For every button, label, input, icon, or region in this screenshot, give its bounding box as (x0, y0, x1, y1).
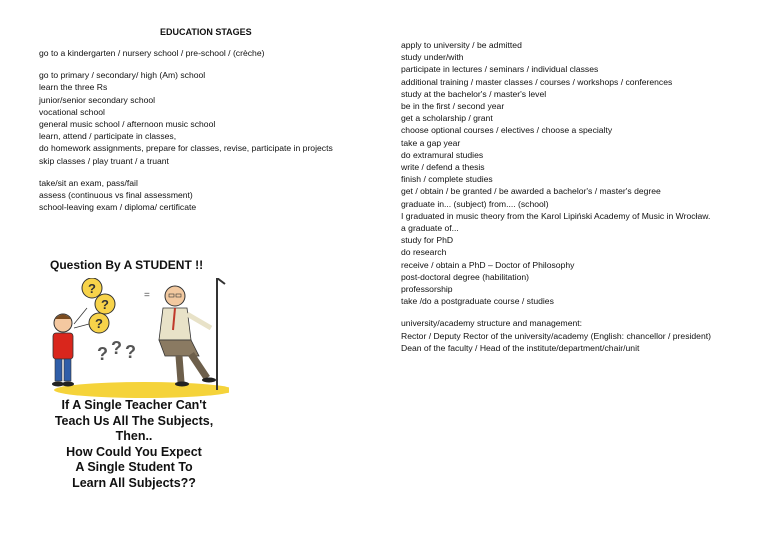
text-line: write / defend a thesis (401, 162, 485, 173)
text-line: study under/with (401, 52, 464, 63)
text-line: post-doctoral degree (habilitation) (401, 271, 530, 282)
svg-text:=: = (144, 290, 150, 301)
caption-line: Learn All Subjects?? (72, 475, 196, 490)
text-line: assess (continuous vs final assessment) (39, 190, 193, 201)
page-title: EDUCATION STAGES (160, 27, 252, 37)
floor-shape (54, 382, 229, 398)
text-line: receive / obtain a PhD – Doctor of Philosophy (401, 259, 575, 270)
text-line: I graduated in music theory from the Karol Lipiński Academy of Music in Wrocław. (401, 210, 711, 221)
right-column (401, 39, 731, 354)
text-line: take/sit an exam, pass/fail (39, 177, 138, 188)
text-line: do extramural studies (401, 149, 484, 160)
svg-text:?: ? (125, 342, 136, 362)
svg-text:?: ? (101, 297, 109, 312)
text-line: study at the bachelor's / master's level (401, 88, 547, 99)
text-line: take /do a postgraduate course / studies (401, 296, 554, 307)
svg-text:?: ? (88, 281, 96, 296)
text-line: Rector / Deputy Rector of the university/academy (English: chancellor / president) (401, 330, 711, 341)
caption-line: If A Single Teacher Can't (61, 398, 207, 412)
text-line: finish / complete studies (401, 174, 493, 185)
text-line: school-leaving exam / diploma/ certificate (39, 202, 197, 213)
question-bubbles (74, 278, 136, 364)
text-line: choose optional courses / electives / choose a specialty (401, 125, 613, 136)
text-line: junior/senior secondary school (39, 94, 156, 105)
caption-line: Teach Us All The Subjects, (54, 413, 214, 428)
text-line: professorship (401, 284, 453, 295)
text-line: learn, attend / participate in classes, (39, 131, 177, 142)
text-line: do research (401, 247, 447, 258)
left-column (39, 47, 369, 213)
text-line: additional training / master classes / courses / workshops / conferences (401, 76, 673, 87)
cartoon-question: Question By A STUDENT !! (50, 258, 204, 272)
student-figure (52, 314, 74, 387)
text-line: a graduate of... (401, 223, 459, 234)
door-frame (217, 278, 225, 390)
text-line: be in the first / second year (401, 101, 505, 112)
text-line: skip classes / play truant / a truant (39, 155, 169, 166)
text-line: go to primary / secondary/ high (Am) school (39, 70, 206, 81)
text-line: participate in lectures / seminars / individual classes (401, 64, 599, 75)
svg-text:?: ? (111, 338, 122, 358)
caption-line: How Could You Expect (66, 444, 202, 459)
teacher-figure (159, 286, 216, 387)
text-line: vocational school (39, 106, 105, 117)
text-line: do homework assignments, prepare for classes, revise, participate in projects (39, 143, 333, 154)
text-line: graduate in... (subject) from.... (school) (401, 198, 549, 209)
text-line: apply to university / be admitted (401, 40, 522, 50)
cartoon-illustration (39, 278, 229, 398)
svg-text:?: ? (97, 344, 108, 364)
text-line: Dean of the faculty / Head of the institute/department/chair/unit (401, 342, 640, 353)
text-line: study for PhD (401, 235, 454, 246)
caption-line: A Single Student To (75, 460, 193, 474)
text-line: get a scholarship / grant (401, 113, 493, 124)
text-line: university/academy structure and management: (401, 318, 583, 329)
text-line: learn the three Rs (39, 82, 108, 93)
text-line: general music school / afternoon music school (39, 119, 216, 130)
svg-text:?: ? (95, 316, 103, 331)
cartoon-caption (39, 398, 229, 491)
caption-line: Then.. (115, 429, 153, 443)
text-line: take a gap year (401, 137, 461, 148)
text-line: go to a kindergarten / nursery school / pre-school / (crèche) (39, 48, 265, 58)
text-line: get / obtain / be granted / be awarded a bachelor's / master's degree (401, 186, 661, 197)
cartoon-image (39, 250, 229, 490)
